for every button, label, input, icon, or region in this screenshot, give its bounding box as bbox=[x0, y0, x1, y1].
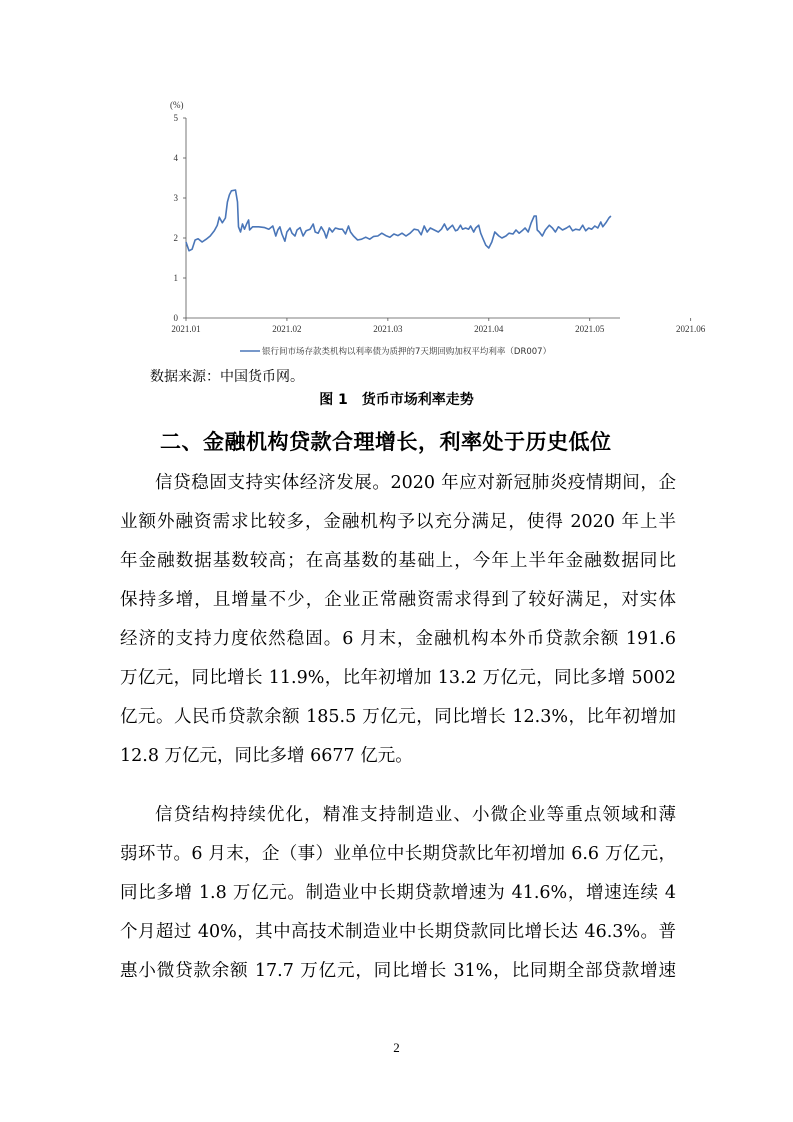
x-tick-label: 2021.06 bbox=[676, 324, 706, 334]
rate-line-chart bbox=[150, 92, 706, 372]
data-source-note: 数据来源：中国货币网。 bbox=[150, 369, 304, 385]
text-line: 信贷结构持续优化，精准支持制造业、小微企业等重点领域和薄 bbox=[155, 805, 676, 825]
y-tick-label: 3 bbox=[173, 193, 178, 203]
text-line: 年金融数据基数较高；在高基数的基础上，今年上半年金融数据同比 bbox=[120, 551, 676, 571]
paragraph-loan-growth bbox=[120, 464, 676, 776]
text-line: 万亿元，同比增长 11.9%，比年初增加 13.2 万亿元，同比多增 5002 bbox=[120, 668, 676, 688]
page-number: 2 bbox=[393, 1040, 400, 1055]
rate-chart bbox=[150, 92, 706, 372]
y-tick-label: 1 bbox=[173, 273, 178, 283]
text-line: 业额外融资需求比较多，金融机构予以充分满足，使得 2020 年上半 bbox=[120, 512, 676, 532]
paragraph-credit-structure bbox=[120, 796, 676, 991]
section-heading: 二、金融机构贷款合理增长，利率处于历史低位 bbox=[160, 430, 612, 454]
text-line: 个月超过 40%，其中高技术制造业中长期贷款同比增长达 46.3%。普 bbox=[120, 922, 676, 942]
x-tick-label: 2021.04 bbox=[474, 324, 504, 334]
dr007-series-line bbox=[186, 190, 611, 251]
text-line: 信贷稳固支持实体经济发展。2020 年应对新冠肺炎疫情期间，企 bbox=[155, 473, 676, 493]
text-line: 经济的支持力度依然稳固。6 月末，金融机构本外币贷款余额 191.6 bbox=[120, 629, 676, 649]
figure-caption: 图 1 货币市场利率走势 bbox=[319, 392, 474, 408]
text-line: 保持多增，且增量不少，企业正常融资需求得到了较好满足，对实体 bbox=[120, 590, 676, 610]
x-tick-label: 2021.01 bbox=[171, 324, 201, 334]
text-line: 惠小微贷款余额 17.7 万亿元，同比增长 31%，比同期全部贷款增速 bbox=[120, 961, 676, 981]
y-tick-label: 5 bbox=[173, 113, 178, 123]
text-line: 弱环节。6 月末，企（事）业单位中长期贷款比年初增加 6.6 万亿元， bbox=[120, 844, 676, 864]
y-tick-label: 0 bbox=[173, 313, 178, 323]
legend-label: 银行间市场存款类机构以利率债为质押的7天期回购加权平均利率（DR007） bbox=[262, 347, 552, 357]
text-line: 亿元。人民币贷款余额 185.5 万亿元，同比增长 12.3%，比年初增加 bbox=[120, 707, 676, 727]
x-tick-label: 2021.02 bbox=[272, 324, 302, 334]
y-tick-label: 2 bbox=[173, 233, 178, 243]
y-unit-label: (%) bbox=[170, 100, 184, 110]
x-tick-label: 2021.03 bbox=[373, 324, 403, 334]
text-line: 12.8 万亿元，同比多增 6677 亿元。 bbox=[120, 746, 413, 766]
y-tick-label: 4 bbox=[173, 153, 178, 163]
x-tick-label: 2021.05 bbox=[575, 324, 605, 334]
text-line: 同比多增 1.8 万亿元。制造业中长期贷款增速为 41.6%，增速连续 4 bbox=[120, 883, 676, 903]
